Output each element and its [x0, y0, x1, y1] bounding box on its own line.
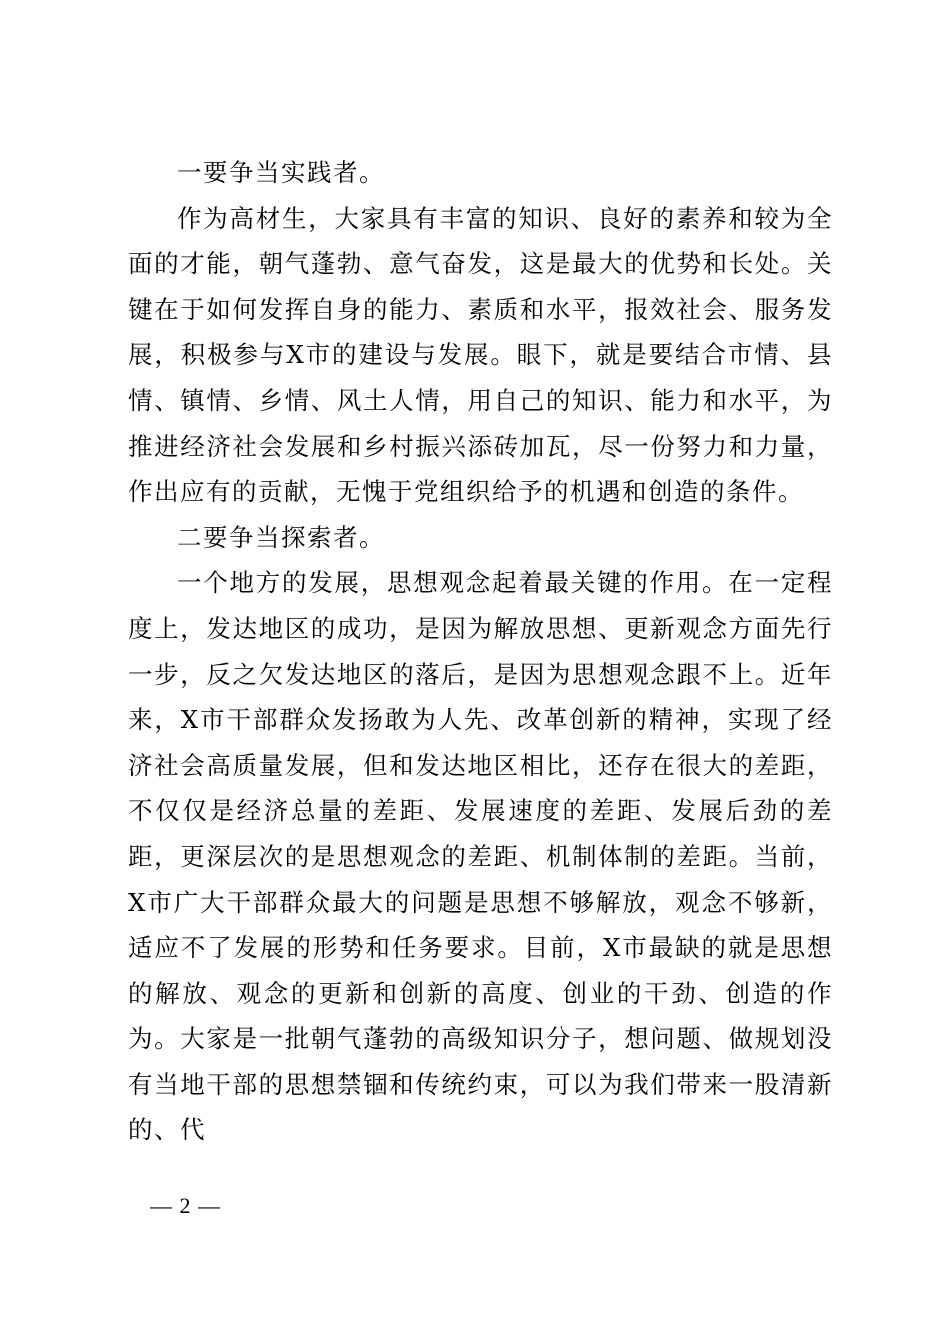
section-heading-explore: 二要争当探索者。	[177, 522, 385, 552]
section-heading-practice: 一要争当实践者。	[177, 158, 385, 187]
paragraph-explore: 一个地方的发展，思想观念起着最关键的作用。在一定程度上，发达地区的成功，是因为解放思想、更新观念方面先行一步，反之欠发达地区的落后，是因为思想观念跟不上。近年来，X市干部群众发扬敢为人先、改革创新的精神，实现了经济社会高质量发展，但和发达地区相比，还存在很大的差距，不仅仅是经济总量的差距、发展速度的差距、发展后劲的差距，更深层次的是思想观念的差距、机制体制的差距。当前，X市广大干部群众最大的问题是思想不够解放，观念不够新，适应不了发展的形势和任务要求。目前，X市最缺的就是思想的解放、观念的更新和创新的高度、创业的干劲、创造的作为。大家是一批朝气蓬勃的高级知识分子，想问题、做规划没有当地干部的思想禁锢和传统约束，可以为我们带来一股清新的、代	[128, 568, 833, 1145]
page-number: — 2 —	[150, 1193, 221, 1218]
document-body	[128, 150, 833, 1153]
paragraph-practice: 作为高材生，大家具有丰富的知识、良好的素养和较为全面的才能，朝气蓬勃、意气奋发，这是最大的优势和长处。关键在于如何发挥自身的能力、素质和水平，报效社会、服务发展，积极参与X市的建设与发展。眼下，就是要结合市情、县情、镇情、乡情、风土人情，用自己的知识、能力和水平，为推进经济社会发展和乡村振兴添砖加瓦，尽一份努力和力量，作出应有的贡献，无愧于党组织给予的机遇和创造的条件。	[128, 203, 833, 507]
